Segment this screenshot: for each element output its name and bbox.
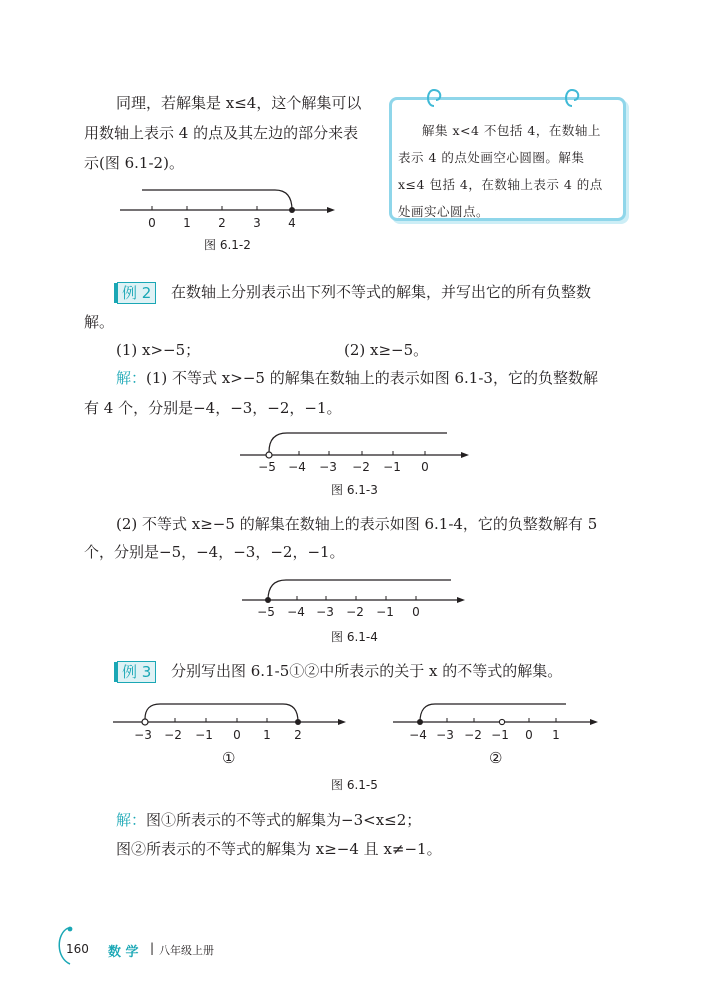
ex2-line-2: 解。	[84, 313, 115, 331]
ex3-solution-line-2: 图②所表示的不等式的解集为 x≥−4 且 x≠−1。	[116, 840, 442, 858]
example-2-tag: 例 2	[117, 282, 156, 304]
figure-caption: 图 6.1-4	[331, 630, 378, 644]
solid-point	[417, 719, 423, 725]
number-line-fig-6-1-5-left	[110, 698, 355, 744]
ex2-solution-line-1	[116, 365, 598, 391]
tick-label: −4	[287, 605, 305, 619]
axis-arrow	[457, 597, 465, 603]
page-dot-icon	[68, 927, 73, 932]
note-clips	[420, 84, 590, 112]
tick-label: 1	[183, 216, 191, 230]
tick-label: 0	[148, 216, 156, 230]
para-line-2: 用数轴上表示 4 的点及其左边的部分来表	[84, 124, 359, 142]
solid-point	[289, 207, 295, 213]
number-line-fig-6-1-5-right	[390, 698, 605, 744]
number-line-fig-6-1-2	[115, 182, 340, 232]
tick-label: −5	[258, 460, 276, 474]
note-text	[398, 117, 618, 225]
tick-label: −1	[491, 728, 509, 742]
axis-arrow	[590, 719, 598, 725]
axis-arrow	[327, 207, 335, 213]
tick-label: −1	[376, 605, 394, 619]
solution-text: 图①所表示的不等式的解集为−3<x≤2；	[146, 811, 422, 829]
tick-label: 3	[253, 216, 261, 230]
note-line-4: 处画实心圆点。	[398, 204, 490, 219]
axis-arrow	[461, 452, 469, 458]
tick-label: 2	[294, 728, 302, 742]
note-box	[389, 97, 626, 221]
footer-separator: |	[150, 941, 155, 955]
tick-label: −2	[346, 605, 364, 619]
solution-segment	[145, 704, 298, 722]
solution-label: 解：	[116, 811, 147, 829]
tick-label: 1	[263, 728, 271, 742]
solution-label: 解：	[116, 369, 147, 387]
tick-label: 4	[288, 216, 296, 230]
tick-label: −1	[195, 728, 213, 742]
tick-label: 0	[525, 728, 533, 742]
note-line-2: 表示 4 的点处画空心圆圈。解集	[398, 150, 585, 165]
tick-label: 0	[421, 460, 429, 474]
solution-ray	[268, 580, 451, 600]
figure-label-2: ②	[489, 749, 503, 767]
ex3-solution-line-1	[116, 807, 421, 833]
number-line-fig-6-1-4	[237, 570, 472, 622]
solution-ray	[420, 704, 566, 722]
note-line-3: x≤4 包括 4，在数轴上表示 4 的点	[398, 177, 603, 192]
ex2-line-1: 在数轴上分别表示出下列不等式的解集，并写出它的所有负整数	[171, 283, 592, 301]
example-3-tag: 例 3	[117, 661, 156, 683]
ex3-line-1: 分别写出图 6.1-5①②中所表示的关于 x 的不等式的解集。	[171, 662, 563, 680]
tick-label: −3	[436, 728, 454, 742]
hollow-point	[499, 719, 504, 724]
tick-label: −5	[257, 605, 275, 619]
ex2-solution-line-2: 有 4 个，分别是−4，−3，−2，−1。	[84, 399, 342, 417]
tick-label: −4	[288, 460, 306, 474]
tick-label: −1	[383, 460, 401, 474]
solid-point	[265, 597, 271, 603]
subject-name: 数 学	[108, 945, 139, 960]
hollow-point	[142, 719, 148, 725]
ex2-solution-2-line-2: 个，分别是−5，−4，−3，−2，−1。	[84, 543, 345, 561]
page-number: 160	[66, 942, 89, 956]
para-line-1: 同理，若解集是 x≤4，这个解集可以	[116, 94, 362, 112]
tick-label: −3	[316, 605, 334, 619]
tick-label: −4	[409, 728, 427, 742]
tick-label: −2	[352, 460, 370, 474]
tick-label: 0	[233, 728, 241, 742]
ex2-item-2: (2) x≥−5。	[344, 341, 429, 359]
figure-caption: 图 6.1-5	[331, 778, 378, 792]
para-line-3: 示(图 6.1-2)。	[84, 154, 184, 172]
clip-icon-right	[566, 90, 578, 106]
hollow-point	[266, 452, 272, 458]
solution-ray	[142, 190, 292, 210]
tick-label: 1	[552, 728, 560, 742]
figure-label-1: ①	[222, 749, 236, 767]
figure-caption: 图 6.1-3	[331, 483, 378, 497]
axis-arrow	[338, 719, 346, 725]
ex2-solution-2-line-1: (2) 不等式 x≥−5 的解集在数轴上的表示如图 6.1-4，它的负整数解有 5	[116, 515, 598, 533]
tick-label: −3	[134, 728, 152, 742]
tick-label: −2	[164, 728, 182, 742]
solution-text: (1) 不等式 x>−5 的解集在数轴上的表示如图 6.1-3，它的负整数解	[146, 369, 598, 387]
solution-ray	[269, 433, 447, 452]
ex2-item-1: (1) x>−5；	[116, 341, 201, 359]
tick-marks	[152, 206, 257, 210]
figure-caption: 图 6.1-2	[204, 238, 251, 252]
tick-marks	[299, 451, 425, 455]
tick-label: 2	[218, 216, 226, 230]
tick-label: 0	[412, 605, 420, 619]
note-line-1: 解集 x<4 不包括 4，在数轴上	[422, 123, 601, 138]
book-name: 八年级上册	[159, 944, 214, 957]
number-line-fig-6-1-3	[235, 424, 475, 476]
solid-point	[295, 719, 301, 725]
clip-icon-left	[428, 90, 440, 106]
tick-label: −3	[319, 460, 337, 474]
tick-label: −2	[464, 728, 482, 742]
